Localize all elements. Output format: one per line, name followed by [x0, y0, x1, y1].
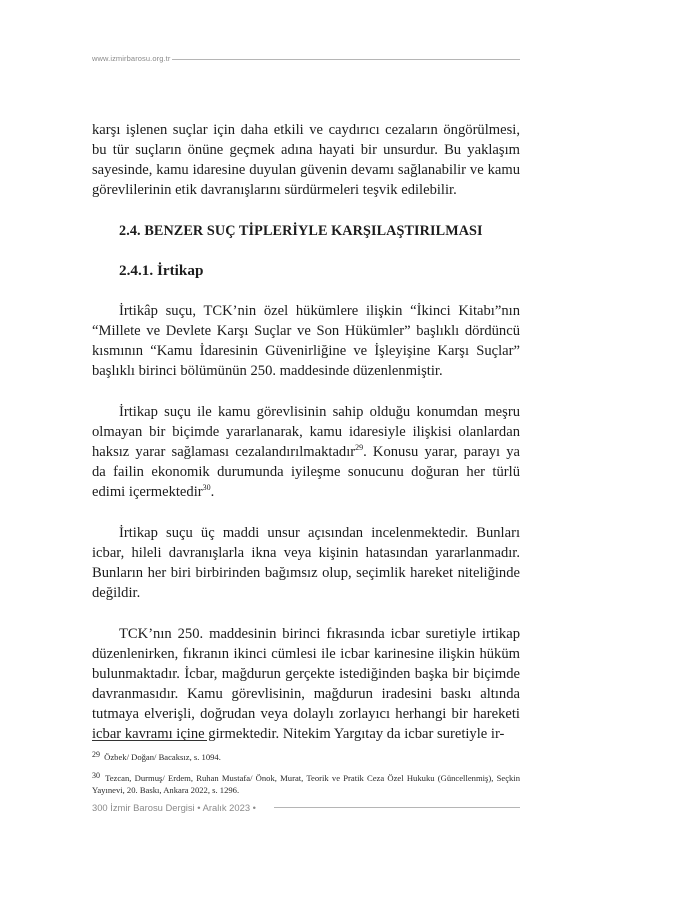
footnote-item [92, 749, 520, 764]
footnote-text: Tezcan, Durmuş/ Erdem, Ruhan Mustafa/ Önok, Murat, Teorik ve Pratik Ceza Özel Hukuku (Güncellenmiş), Seçkin Yayınevi, 20. Baskı, Ankara 2022, s. 1296. [92, 772, 520, 795]
footnote-ref-29: 29 [355, 443, 364, 453]
section-heading: 2.4. BENZER SUÇ TİPLERİYLE KARŞILAŞTIRILMASI [119, 223, 483, 239]
paragraph-icbar: TCK’nın 250. maddesinin birinci fıkrasında icbar suretiyle irtikap düzenlenirken, fıkranın ikinci cümlesi ile icbar karinesine ilişkin hüküm bulunmaktadır. İcbar, mağdurun gerçekte istediğinden başka bir biçimde davranmasıdır. Kamu görevlisinin, mağdurun iradesini baskı altında tutmaya elverişli, doğrudan veya dolaylı zorlayıcı herhangi bir hareketi icbar kavramı içine girmektedir. Nitekim Yargıtay da icbar suretiyle ir- [92, 626, 520, 742]
paragraph-text: . [210, 484, 215, 500]
footnote-ref-30: 30 [202, 483, 211, 493]
paragraph-text: İrtikap suçu ile kamu görevlisinin sahip olduğu konumdan meşru olmayan bir biçimde yararlanarak, kamu idaresiyle ilişkisi olanlardan haksız yarar sağlaması cezalandırılmaktadır [92, 404, 520, 460]
header-rule [172, 59, 520, 60]
paragraph-material-elements: İrtikap suçu üç maddi unsur açısından incelenmektedir. Bunları icbar, hileli davranışlarla ikna veya kişinin hatasından yararlanmadır. Bunların her biri birbirinden bağımsız olup, seçimlik hareket niteliğinde değildir. [92, 525, 520, 601]
footnotes [92, 749, 520, 803]
paragraph-irtikap-definition: İrtikâp suçu, TCK’nin özel hükümlere ilişkin “İkinci Kitabı”nın “Millete ve Devlete Karşı Suçlar ve Son Hükümler” başlıklı dördüncü kısmının “Kamu İdaresinin Güvenirliğine ve İşleyişine Karşı Suçlar” başlıklı birinci bölümünün 250. maddesinde düzenlenmiştir. [92, 303, 520, 379]
footnote-text: Özbek/ Doğan/ Bacaksız, s. 1094. [104, 752, 221, 762]
page-footer [92, 802, 520, 816]
subsection-heading: 2.4.1. İrtikap [119, 262, 204, 279]
footnote-separator [92, 740, 207, 741]
footnote-number: 30 [92, 770, 100, 780]
article-body [92, 120, 520, 765]
footer-text: 300 İzmir Barosu Dergisi • Aralık 2023 • [92, 802, 256, 813]
paragraph-continued: karşı işlenen suçlar için daha etkili ve caydırıcı cezaların öngörülmesi, bu tür suçların önüne geçmek adına hayati bir unsurdur. Bu yaklaşım sayesinde, kamu idaresine duyulan güvenin devamı sağlanabilir ve kamu görevlilerinin etik davranışlarını sürdürmeleri teşvik edilebilir. [92, 122, 520, 198]
paragraph-text: . Konusu yarar, parayı ya da failin ekonomik durumunda iyileşme sonucunu doğuran her türlü edimi içermektedir [92, 444, 520, 500]
footer-rule [274, 807, 520, 808]
header-url: www.izmirbarosu.org.tr [92, 54, 171, 63]
paragraph-irtikap-scope [92, 402, 520, 502]
footnote-number: 29 [92, 750, 100, 759]
footnote-item [92, 770, 520, 797]
